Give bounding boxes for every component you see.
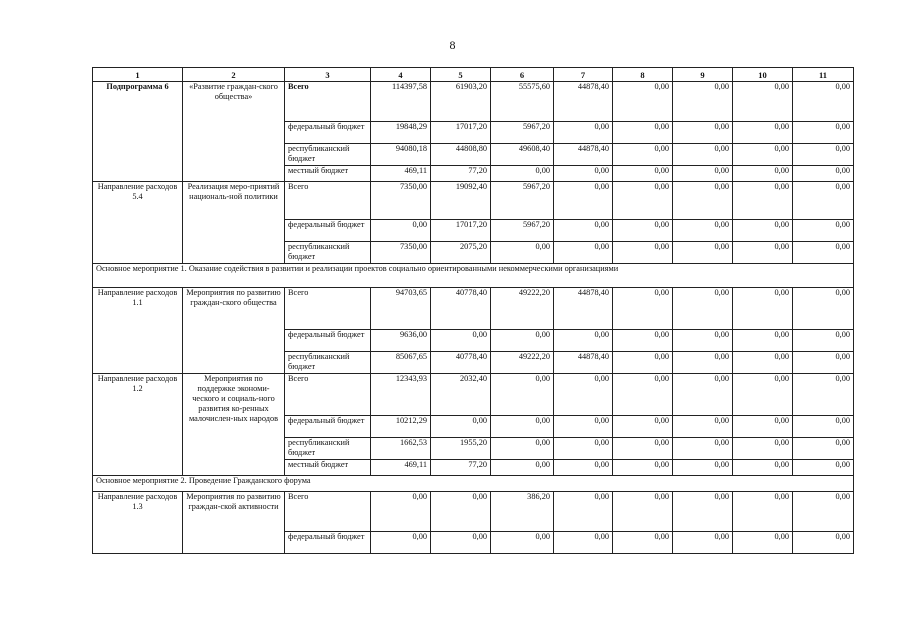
amount-cell: 0,00 <box>613 144 673 166</box>
amount-cell: 0,00 <box>673 330 733 352</box>
amount-cell: 0,00 <box>613 82 673 122</box>
amount-cell: 0,00 <box>733 122 793 144</box>
funding-source-cell: республиканский бюджет <box>285 352 371 374</box>
funding-source-cell: федеральный бюджет <box>285 532 371 554</box>
amount-cell: 1955,20 <box>431 438 491 460</box>
amount-cell: 44878,40 <box>554 288 613 330</box>
amount-cell: 0,00 <box>733 288 793 330</box>
funding-source-cell: Всего <box>285 82 371 122</box>
amount-cell: 0,00 <box>793 374 854 416</box>
amount-cell: 0,00 <box>673 492 733 532</box>
section-title: Основное мероприятие 2. Проведение Гражданского форума <box>93 476 854 492</box>
amount-cell: 0,00 <box>613 182 673 220</box>
amount-cell: 0,00 <box>554 182 613 220</box>
amount-cell: 469,11 <box>371 166 431 182</box>
amount-cell: 0,00 <box>613 122 673 144</box>
amount-cell: 19848,29 <box>371 122 431 144</box>
amount-cell: 386,20 <box>491 492 554 532</box>
column-header: 10 <box>733 68 793 82</box>
amount-cell: 0,00 <box>673 352 733 374</box>
amount-cell: 0,00 <box>491 330 554 352</box>
funding-source-cell: федеральный бюджет <box>285 122 371 144</box>
program-name-cell: Направление расходов 1.3 <box>93 492 183 554</box>
amount-cell: 0,00 <box>554 166 613 182</box>
amount-cell: 0,00 <box>554 242 613 264</box>
program-name-cell: Направление расходов 1.1 <box>93 288 183 374</box>
amount-cell: 0,00 <box>554 374 613 416</box>
amount-cell: 0,00 <box>793 166 854 182</box>
amount-cell: 0,00 <box>733 416 793 438</box>
amount-cell: 0,00 <box>793 242 854 264</box>
amount-cell: 0,00 <box>673 166 733 182</box>
program-name-cell: Подпрограмма 6 <box>93 82 183 182</box>
amount-cell: 0,00 <box>613 166 673 182</box>
amount-cell: 0,00 <box>613 288 673 330</box>
amount-cell: 0,00 <box>554 532 613 554</box>
amount-cell: 0,00 <box>613 220 673 242</box>
amount-cell: 0,00 <box>554 438 613 460</box>
column-header: 11 <box>793 68 854 82</box>
amount-cell: 0,00 <box>613 330 673 352</box>
section-title: Основное мероприятие 1. Оказание содействия в развитии и реализации проектов социально ориентированными некоммерческими организациями <box>93 264 854 288</box>
table-row <box>93 288 854 330</box>
program-description-cell: Мероприятия по развитию граждан-ского общества <box>183 288 285 374</box>
amount-cell: 0,00 <box>733 166 793 182</box>
amount-cell: 0,00 <box>673 242 733 264</box>
amount-cell: 0,00 <box>491 460 554 476</box>
amount-cell: 77,20 <box>431 460 491 476</box>
amount-cell: 44878,40 <box>554 144 613 166</box>
table-row <box>93 374 854 416</box>
amount-cell: 0,00 <box>733 220 793 242</box>
amount-cell: 0,00 <box>673 374 733 416</box>
amount-cell: 0,00 <box>673 416 733 438</box>
amount-cell: 0,00 <box>371 532 431 554</box>
amount-cell: 0,00 <box>491 374 554 416</box>
amount-cell: 49222,20 <box>491 288 554 330</box>
column-header: 8 <box>613 68 673 82</box>
table-body <box>93 82 854 554</box>
funding-source-cell: Всего <box>285 182 371 220</box>
table-row <box>93 182 854 220</box>
amount-cell: 0,00 <box>431 492 491 532</box>
table-row <box>93 82 854 122</box>
program-description-cell: Реализация меро-приятий националь-ной политики <box>183 182 285 264</box>
column-header: 9 <box>673 68 733 82</box>
amount-cell: 0,00 <box>673 144 733 166</box>
amount-cell: 5967,20 <box>491 220 554 242</box>
amount-cell: 12343,93 <box>371 374 431 416</box>
amount-cell: 0,00 <box>673 122 733 144</box>
amount-cell: 19092,40 <box>431 182 491 220</box>
amount-cell: 44808,80 <box>431 144 491 166</box>
amount-cell: 0,00 <box>673 82 733 122</box>
amount-cell: 94080,18 <box>371 144 431 166</box>
amount-cell: 0,00 <box>733 330 793 352</box>
program-name-cell: Направление расходов 5.4 <box>93 182 183 264</box>
amount-cell: 0,00 <box>554 220 613 242</box>
section-row <box>93 476 854 492</box>
amount-cell: 0,00 <box>733 492 793 532</box>
amount-cell: 44878,40 <box>554 82 613 122</box>
amount-cell: 2032,40 <box>431 374 491 416</box>
amount-cell: 0,00 <box>733 460 793 476</box>
amount-cell: 0,00 <box>613 438 673 460</box>
page-number: 8 <box>449 38 456 52</box>
amount-cell: 0,00 <box>793 352 854 374</box>
amount-cell: 0,00 <box>793 330 854 352</box>
amount-cell: 0,00 <box>733 532 793 554</box>
amount-cell: 77,20 <box>431 166 491 182</box>
program-name-cell: Направление расходов 1.2 <box>93 374 183 476</box>
amount-cell: 0,00 <box>613 352 673 374</box>
table-row <box>93 492 854 532</box>
column-header: 4 <box>371 68 431 82</box>
amount-cell: 0,00 <box>554 416 613 438</box>
amount-cell: 0,00 <box>793 532 854 554</box>
amount-cell: 49222,20 <box>491 352 554 374</box>
amount-cell: 0,00 <box>431 330 491 352</box>
amount-cell: 469,11 <box>371 460 431 476</box>
amount-cell: 0,00 <box>793 460 854 476</box>
amount-cell: 0,00 <box>793 492 854 532</box>
funding-source-cell: федеральный бюджет <box>285 220 371 242</box>
column-header: 6 <box>491 68 554 82</box>
funding-source-cell: федеральный бюджет <box>285 330 371 352</box>
amount-cell: 114397,58 <box>371 82 431 122</box>
amount-cell: 0,00 <box>733 82 793 122</box>
amount-cell: 7350,00 <box>371 242 431 264</box>
header-row <box>93 68 854 82</box>
funding-source-cell: местный бюджет <box>285 460 371 476</box>
amount-cell: 0,00 <box>673 438 733 460</box>
funding-source-cell: республиканский бюджет <box>285 438 371 460</box>
amount-cell: 17017,20 <box>431 220 491 242</box>
amount-cell: 0,00 <box>431 532 491 554</box>
amount-cell: 0,00 <box>673 460 733 476</box>
amount-cell: 0,00 <box>371 492 431 532</box>
amount-cell: 0,00 <box>613 492 673 532</box>
amount-cell: 0,00 <box>554 460 613 476</box>
column-header: 2 <box>183 68 285 82</box>
amount-cell: 7350,00 <box>371 182 431 220</box>
amount-cell: 0,00 <box>491 532 554 554</box>
amount-cell: 0,00 <box>673 220 733 242</box>
program-description-cell: Мероприятия по развитию граждан-ской активности <box>183 492 285 554</box>
amount-cell: 0,00 <box>793 416 854 438</box>
amount-cell: 0,00 <box>793 122 854 144</box>
amount-cell: 61903,20 <box>431 82 491 122</box>
section-row <box>93 264 854 288</box>
amount-cell: 0,00 <box>491 438 554 460</box>
amount-cell: 85067,65 <box>371 352 431 374</box>
amount-cell: 0,00 <box>733 438 793 460</box>
budget-table <box>92 67 854 554</box>
amount-cell: 94703,65 <box>371 288 431 330</box>
amount-cell: 0,00 <box>793 220 854 242</box>
amount-cell: 5967,20 <box>491 182 554 220</box>
amount-cell: 10212,29 <box>371 416 431 438</box>
amount-cell: 0,00 <box>793 288 854 330</box>
amount-cell: 0,00 <box>491 242 554 264</box>
amount-cell: 0,00 <box>491 416 554 438</box>
amount-cell: 0,00 <box>733 242 793 264</box>
funding-source-cell: республиканский бюджет <box>285 242 371 264</box>
amount-cell: 0,00 <box>371 220 431 242</box>
column-header: 3 <box>285 68 371 82</box>
amount-cell: 0,00 <box>733 182 793 220</box>
amount-cell: 0,00 <box>733 352 793 374</box>
amount-cell: 9636,00 <box>371 330 431 352</box>
amount-cell: 0,00 <box>554 122 613 144</box>
amount-cell: 44878,40 <box>554 352 613 374</box>
funding-source-cell: Всего <box>285 374 371 416</box>
amount-cell: 0,00 <box>673 532 733 554</box>
amount-cell: 0,00 <box>793 182 854 220</box>
funding-source-cell: республиканский бюджет <box>285 144 371 166</box>
amount-cell: 49608,40 <box>491 144 554 166</box>
column-header: 7 <box>554 68 613 82</box>
amount-cell: 40778,40 <box>431 288 491 330</box>
column-header: 1 <box>93 68 183 82</box>
funding-source-cell: местный бюджет <box>285 166 371 182</box>
amount-cell: 0,00 <box>613 374 673 416</box>
amount-cell: 1662,53 <box>371 438 431 460</box>
amount-cell: 0,00 <box>491 166 554 182</box>
amount-cell: 55575,60 <box>491 82 554 122</box>
amount-cell: 17017,20 <box>431 122 491 144</box>
funding-source-cell: Всего <box>285 492 371 532</box>
amount-cell: 0,00 <box>613 460 673 476</box>
amount-cell: 0,00 <box>554 492 613 532</box>
amount-cell: 0,00 <box>554 330 613 352</box>
amount-cell: 0,00 <box>733 144 793 166</box>
amount-cell: 0,00 <box>733 374 793 416</box>
amount-cell: 5967,20 <box>491 122 554 144</box>
amount-cell: 2075,20 <box>431 242 491 264</box>
amount-cell: 0,00 <box>431 416 491 438</box>
column-header: 5 <box>431 68 491 82</box>
amount-cell: 0,00 <box>613 416 673 438</box>
funding-source-cell: Всего <box>285 288 371 330</box>
program-description-cell: «Развитие граждан-ского общества» <box>183 82 285 182</box>
amount-cell: 0,00 <box>673 182 733 220</box>
amount-cell: 40778,40 <box>431 352 491 374</box>
amount-cell: 0,00 <box>613 242 673 264</box>
amount-cell: 0,00 <box>793 144 854 166</box>
amount-cell: 0,00 <box>793 82 854 122</box>
amount-cell: 0,00 <box>613 532 673 554</box>
amount-cell: 0,00 <box>793 438 854 460</box>
program-description-cell: Мероприятия по поддержке экономи-ческого и социаль-ного развития ко-ренных малочислен-ных народов <box>183 374 285 476</box>
funding-source-cell: федеральный бюджет <box>285 416 371 438</box>
amount-cell: 0,00 <box>673 288 733 330</box>
